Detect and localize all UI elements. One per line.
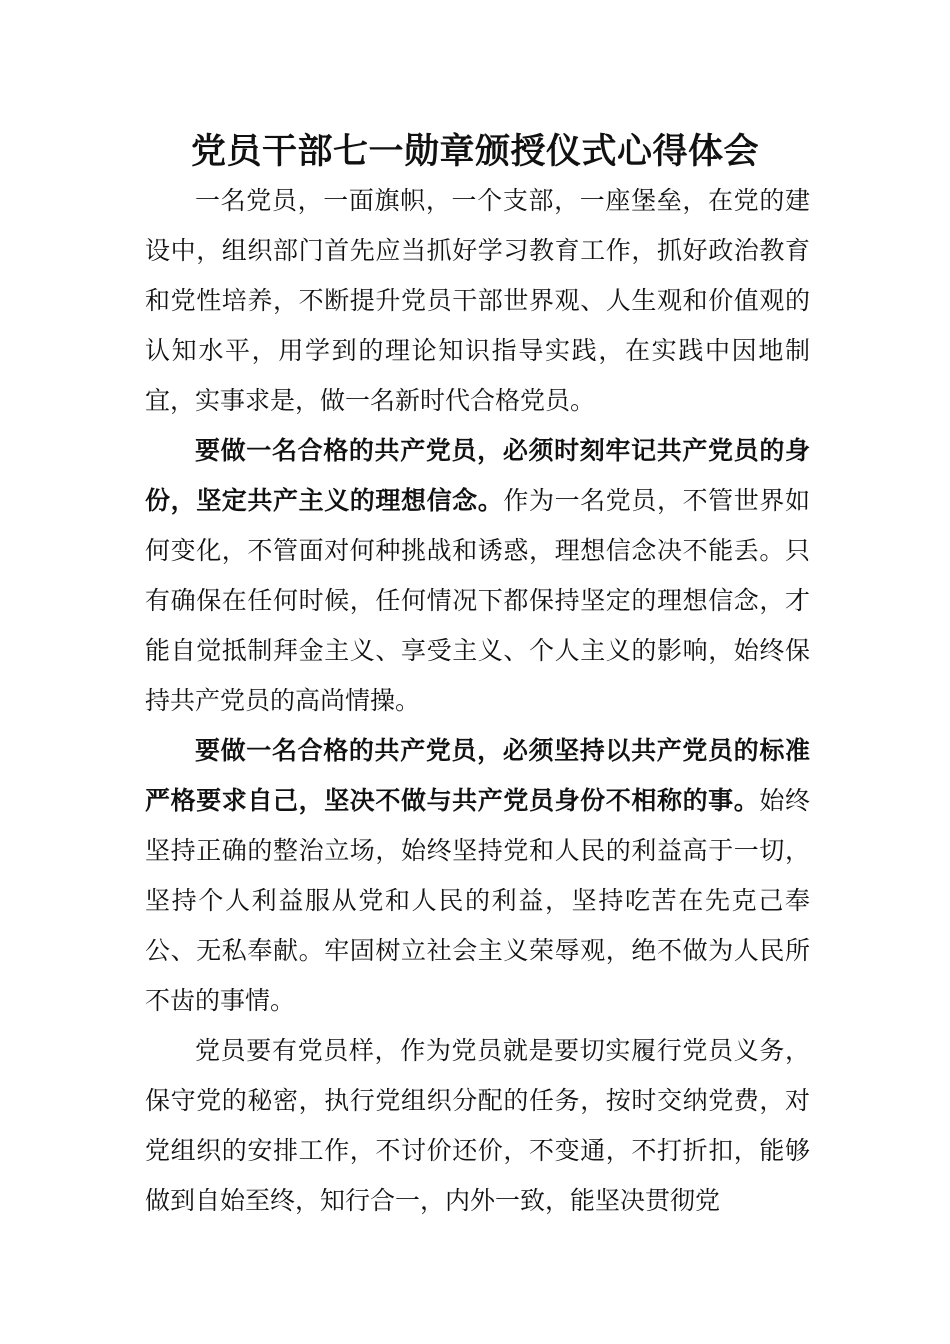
paragraph-4-text: 党员要有党员样，作为党员就是要切实履行党员义务，保守党的秘密，执行党组织分配的任务，按时交纳党费，对党组织的安排工作，不讨价还价，不变通，不打折扣，能够做到自始至终，知行合一，内外一致，能坚决贯彻党 bbox=[145, 1036, 810, 1215]
paragraph-1 bbox=[145, 176, 810, 426]
paragraph-2 bbox=[145, 426, 810, 726]
paragraph-3-text: 始终坚持正确的整治立场，始终坚持党和人民的利益高于一切，坚持个人利益服从党和人民的利益，坚持吃苦在先克己奉公、无私奉献。牢固树立社会主义荣辱观，绝不做为人民所不齿的事情。 bbox=[145, 786, 810, 1015]
paragraph-3 bbox=[145, 726, 810, 1026]
document-body bbox=[145, 176, 810, 1226]
paragraph-4 bbox=[145, 1026, 810, 1226]
paragraph-1-text: 一名党员，一面旗帜，一个支部，一座堡垒，在党的建设中，组织部门首先应当抓好学习教育工作，抓好政治教育和党性培养，不断提升党员干部世界观、人生观和价值观的认知水平，用学到的理论知识指导实践，在实践中因地制宜，实事求是，做一名新时代合格党员。 bbox=[145, 186, 810, 415]
paragraph-3-lead: 要做一名合格的共产党员，必须坚持以共产党员的标准严格要求自己，坚决不做与共产党员身份不相称的事。 bbox=[145, 736, 810, 815]
paragraph-2-lead: 要做一名合格的共产党员，必须时刻牢记共产党员的身份，坚定共产主义的理想信念。 bbox=[145, 436, 810, 515]
paragraph-2-text: 作为一名党员，不管世界如何变化，不管面对何种挑战和诱惑，理想信念决不能丢。只有确保在任何时候，任何情况下都保持坚定的理想信念，才能自觉抵制拜金主义、享受主义、个人主义的影响，始终保持共产党员的高尚情操。 bbox=[145, 486, 810, 715]
document-title: 党员干部七一勋章颁授仪式心得体会 bbox=[190, 132, 759, 172]
